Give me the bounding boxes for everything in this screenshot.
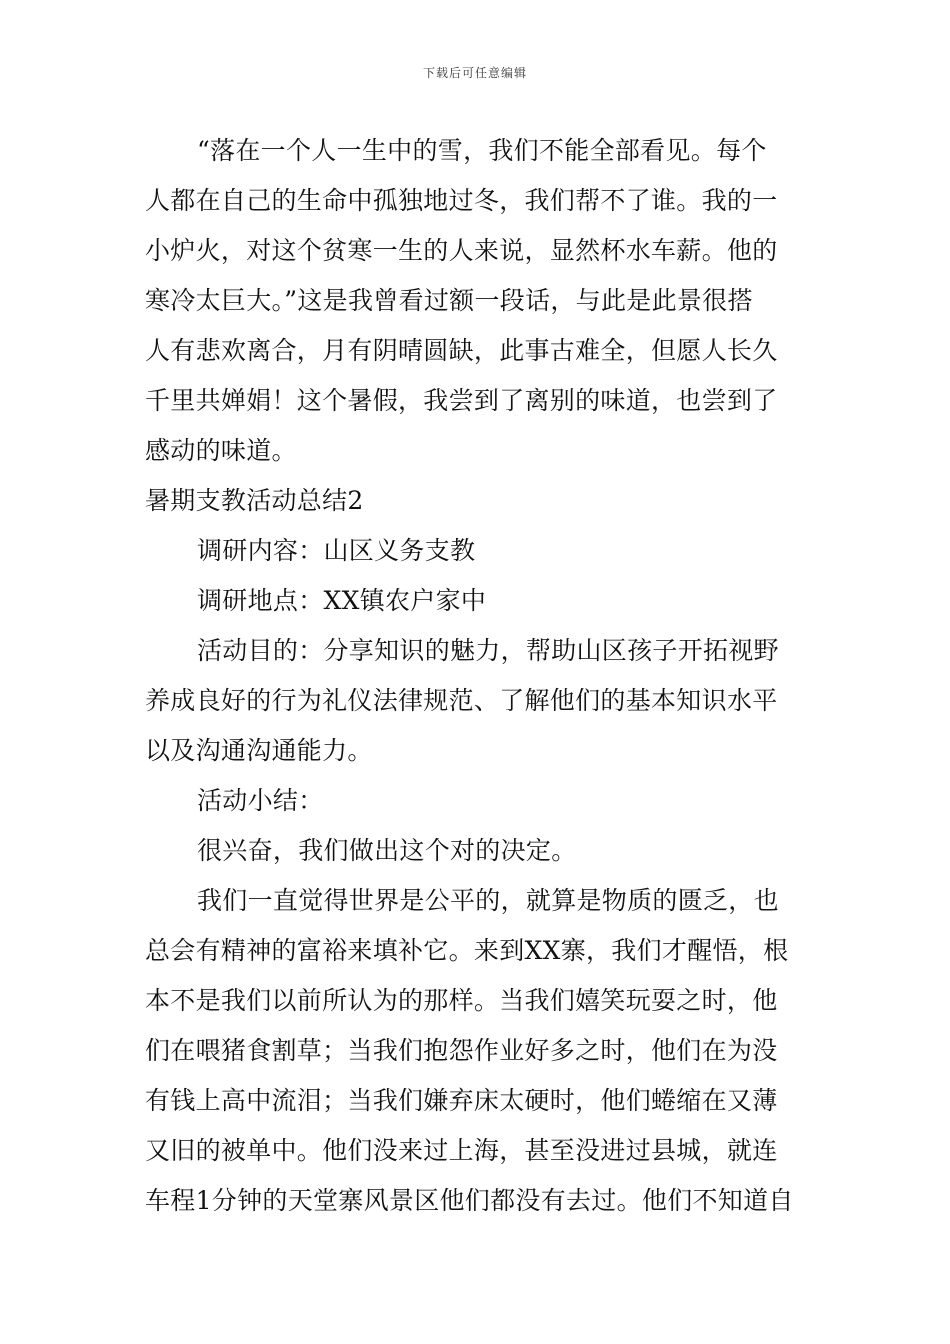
- section-title: 暑期支教活动总结2: [145, 486, 364, 515]
- text-line: 以及沟通沟通能力。: [145, 736, 373, 765]
- text-line: 养成良好的行为礼仪法律规范、了解他们的基本知识水平: [145, 686, 778, 715]
- text-line: 千里共婵娟！这个暑假，我尝到了离别的味道，也尝到了: [145, 386, 778, 415]
- text-line: 我们一直觉得世界是公平的，就算是物质的匮乏，也: [197, 886, 779, 915]
- text-line: 感动的味道。: [145, 436, 297, 465]
- document-body: [145, 126, 810, 1226]
- text-line: 有钱上高中流泪；当我们嫌弃床太硬时，他们蜷缩在又薄: [145, 1086, 778, 1115]
- text-line: 人有悲欢离合，月有阴晴圆缺，此事古难全，但愿人长久: [145, 336, 778, 365]
- text-line: 调研地点：XX镇农户家中: [197, 586, 487, 615]
- text-line: 调研内容：山区义务支教: [197, 536, 476, 565]
- text-line: 总会有精神的富裕来填补它。来到XX寨，我们才醒悟，根: [145, 936, 789, 965]
- page-header: 下载后可任意编辑: [422, 66, 527, 80]
- text-line: “落在一个人一生中的雪，我们不能全部看见。每个: [197, 136, 767, 165]
- text-line: 又旧的被单中。他们没来过上海，甚至没进过县城，就连: [145, 1136, 778, 1165]
- text-line: 很兴奋，我们做出这个对的决定。: [197, 836, 577, 865]
- text-line: 活动小结：: [197, 786, 324, 815]
- text-line: 车程1分钟的天堂寨风景区他们都没有去过。他们不知道自: [145, 1186, 794, 1215]
- text-line: 本不是我们以前所认为的那样。当我们嬉笑玩耍之时，他: [145, 986, 778, 1015]
- text-line: 小炉火，对这个贫寒一生的人来说，显然杯水车薪。他的: [145, 236, 778, 265]
- text-line: 人都在自己的生命中孤独地过冬，我们帮不了谁。我的一: [145, 186, 778, 215]
- text-line: 寒冷太巨大。”这是我曾看过额一段话，与此是此景很搭: [145, 286, 753, 315]
- text-line: 们在喂猪食割草；当我们抱怨作业好多之时，他们在为没: [145, 1036, 778, 1065]
- text-line: 活动目的：分享知识的魅力，帮助山区孩子开拓视野: [197, 636, 779, 665]
